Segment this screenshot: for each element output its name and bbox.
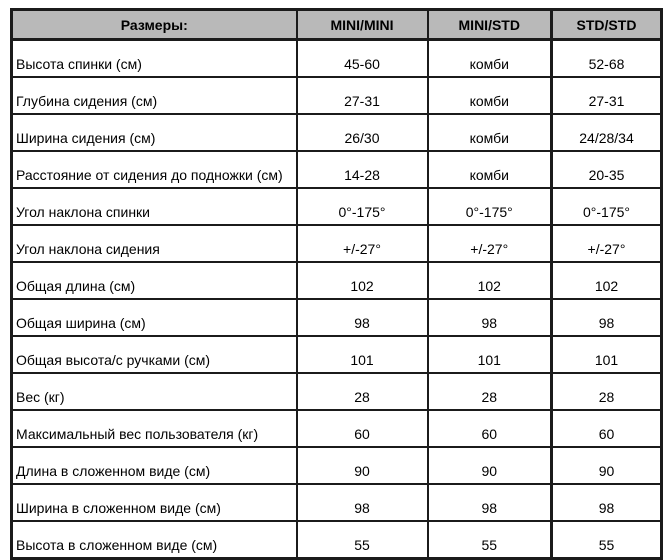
header-mini-std: MINI/STD [428, 10, 552, 40]
table-row [12, 262, 662, 299]
row-label: Максимальный вес пользователя (кг) [12, 410, 297, 447]
row-value: 60 [428, 410, 552, 447]
row-label: Вес (кг) [12, 373, 297, 410]
row-value: 98 [297, 484, 428, 521]
row-value: 45-60 [297, 40, 428, 78]
row-value: 90 [552, 447, 662, 484]
row-label: Глубина сидения (см) [12, 77, 297, 114]
row-value: 28 [552, 373, 662, 410]
table-header-row [12, 10, 662, 40]
row-value: +/-27° [297, 225, 428, 262]
header-mini-mini: MINI/MINI [297, 10, 428, 40]
row-value: 55 [428, 521, 552, 559]
table-row [12, 373, 662, 410]
row-label: Длина в сложенном виде (см) [12, 447, 297, 484]
row-value: 55 [297, 521, 428, 559]
row-value: 60 [552, 410, 662, 447]
row-label: Ширина сидения (см) [12, 114, 297, 151]
row-value: 27-31 [552, 77, 662, 114]
row-value: комби [428, 114, 552, 151]
row-label: Общая ширина (см) [12, 299, 297, 336]
table-body [12, 40, 662, 559]
row-value: 90 [428, 447, 552, 484]
row-value: 98 [552, 299, 662, 336]
row-value: 98 [297, 299, 428, 336]
row-value: 102 [552, 262, 662, 299]
table-row [12, 151, 662, 188]
row-value: +/-27° [428, 225, 552, 262]
row-value: 24/28/34 [552, 114, 662, 151]
row-label: Угол наклона сидения [12, 225, 297, 262]
row-value: 26/30 [297, 114, 428, 151]
row-value: 14-28 [297, 151, 428, 188]
row-label: Высота в сложенном виде (см) [12, 521, 297, 559]
row-value: комби [428, 151, 552, 188]
row-value: 98 [428, 299, 552, 336]
table-row [12, 521, 662, 559]
table-row [12, 447, 662, 484]
table-row [12, 410, 662, 447]
row-value: 27-31 [297, 77, 428, 114]
row-value: 20-35 [552, 151, 662, 188]
row-value: 98 [552, 484, 662, 521]
row-value: 98 [428, 484, 552, 521]
row-value: 0°-175° [552, 188, 662, 225]
row-value: 102 [297, 262, 428, 299]
table-row [12, 114, 662, 151]
row-value: 101 [428, 336, 552, 373]
row-label: Расстояние от сидения до подножки (см) [12, 151, 297, 188]
row-value: комби [428, 40, 552, 78]
table-row [12, 484, 662, 521]
row-label: Общая высота/с ручками (см) [12, 336, 297, 373]
table-row [12, 188, 662, 225]
row-value: 90 [297, 447, 428, 484]
table-row [12, 336, 662, 373]
row-label: Угол наклона спинки [12, 188, 297, 225]
row-value: 28 [297, 373, 428, 410]
row-value: +/-27° [552, 225, 662, 262]
table-row [12, 225, 662, 262]
row-value: 0°-175° [297, 188, 428, 225]
row-value: 28 [428, 373, 552, 410]
table-row [12, 299, 662, 336]
row-value: комби [428, 77, 552, 114]
header-std-std: STD/STD [552, 10, 662, 40]
row-value: 55 [552, 521, 662, 559]
row-value: 102 [428, 262, 552, 299]
row-value: 0°-175° [428, 188, 552, 225]
row-value: 101 [552, 336, 662, 373]
row-label: Общая длина (см) [12, 262, 297, 299]
header-sizes: Размеры: [12, 10, 297, 40]
row-label: Ширина в сложенном виде (см) [12, 484, 297, 521]
table-row [12, 77, 662, 114]
row-label: Высота спинки (см) [12, 40, 297, 78]
dimensions-table [10, 8, 663, 560]
row-value: 101 [297, 336, 428, 373]
row-value: 60 [297, 410, 428, 447]
row-value: 52-68 [552, 40, 662, 78]
table-row [12, 40, 662, 78]
